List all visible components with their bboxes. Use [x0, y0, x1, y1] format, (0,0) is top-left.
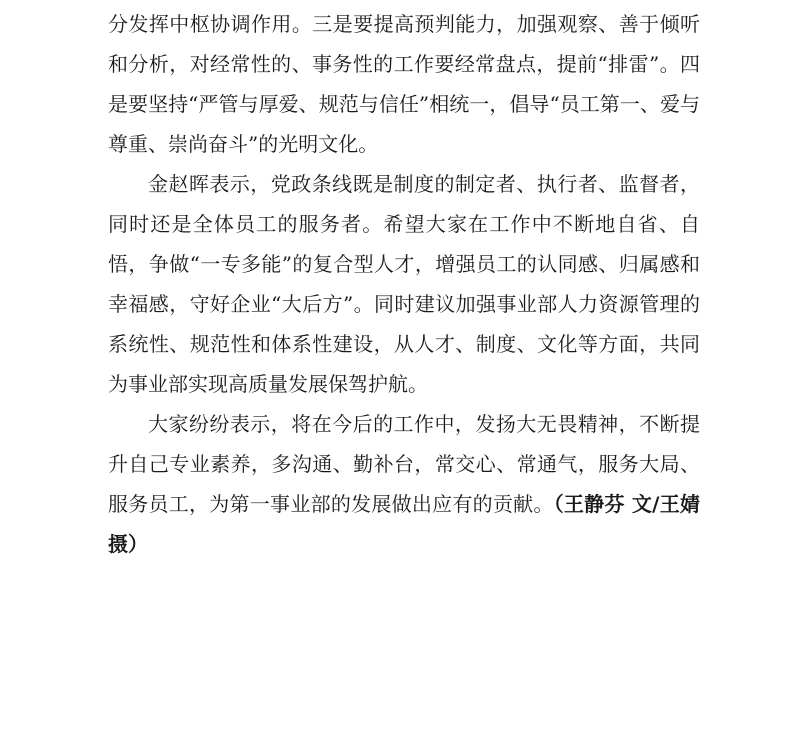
photo-credit: （王静芬 文/王婧 摄） [108, 492, 700, 556]
paragraph-closing-text: 大家纷纷表示，将在今后的工作中，发扬大无畏精神，不断提升自己专业素养，多沟通、勤补台，常交心、常通气，服务大局、服务员工，为第一事业部的发展做出应有的贡献。 [108, 412, 700, 516]
article-body [108, 4, 700, 564]
paragraph-jin-zhaohui: 金赵晖表示，党政条线既是制度的制定者、执行者、监督者，同时还是全体员工的服务者。希望大家在工作中不断地自省、自悟，争做“一专多能”的复合型人才，增强员工的认同感、归属感和幸福感，守好企业“大后方”。同时建议加强事业部人力资源管理的系统性、规范性和体系性建设，从人才、制度、文化等方面，共同为事业部实现高质量发展保驾护航。 [108, 172, 700, 396]
paragraph-closing [108, 404, 700, 564]
paragraph-continued: 分发挥中枢协调作用。三是要提高预判能力，加强观察、善于倾听和分析，对经常性的、事务性的工作要经常盘点，提前“排雷”。四是要坚持“严管与厚爱、规范与信任”相统一，倡导“员工第一、爱与尊重、崇尚奋斗”的光明文化。 [108, 12, 700, 156]
